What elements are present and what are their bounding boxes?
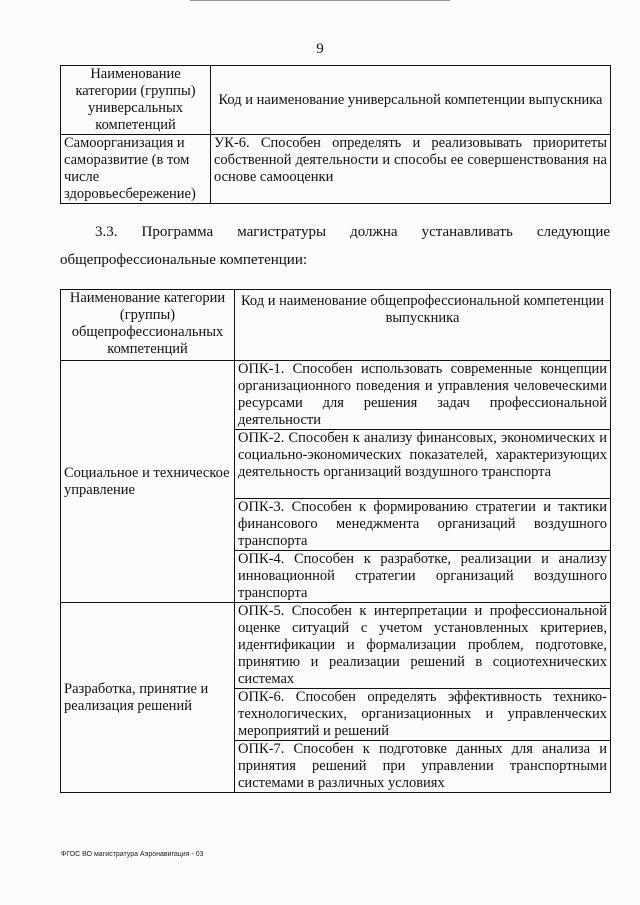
universal-competencies-table — [60, 65, 611, 204]
competence-cell: УК-6. Способен определять и реализовывать приоритеты собственной деятельности и способы ее совершенствования на основе самооценки — [211, 135, 611, 204]
table-row — [61, 135, 611, 204]
competence-cell: ОПК-1. Способен использовать современные концепции организационного поведения и управления человеческими ресурсами для решения задач профессиональной деятельности — [235, 361, 611, 430]
scan-edge-line — [190, 0, 450, 1]
table-header-row — [61, 290, 611, 361]
table-header-row — [61, 66, 611, 135]
general-professional-competencies-table — [60, 289, 611, 793]
header-category-cell: Наименование категории (группы) универсальных компетенций — [61, 66, 211, 135]
header-category-cell: Наименование категории (группы) общепрофессиональных компетенций — [61, 290, 235, 361]
paragraph-line-1: 3.3. Программа магистратуры должна устанавливать следующие — [95, 224, 610, 240]
paragraph-line-2: общепрофессиональные компетенции: — [60, 252, 308, 268]
page-number: 9 — [316, 41, 324, 57]
footer-text: ФГОС ВО магистратура Аэронавигация - 03 — [61, 851, 204, 858]
competence-cell: ОПК-2. Способен к анализу финансовых, экономических и социально-экономических показателей, характеризующих деятельность организаций воздушного транспорта — [235, 430, 611, 499]
competence-cell: ОПК-7. Способен к подготовке данных для анализа и принятия решений при управлении транспортными системами в различных условиях — [235, 741, 611, 793]
competence-cell: ОПК-3. Способен к формированию стратегии и тактики финансового менеджмента организаций воздушного транспорта — [235, 499, 611, 551]
header-competence-cell: Код и наименование универсальной компетенции выпускника — [211, 66, 611, 135]
competence-cell: ОПК-6. Способен определять эффективность технико-технологических, организационных и управленческих мероприятий и решений — [235, 689, 611, 741]
category-cell: Социальное и техническое управление — [61, 361, 235, 603]
table-row — [61, 603, 611, 689]
table-row — [61, 361, 611, 430]
competence-cell: ОПК-5. Способен к интерпретации и профессиональной оценке ситуаций с учетом установленных критериев, идентификации и формализации проблем, подготовке, принятию и реализации решений в социотехнических системах — [235, 603, 611, 689]
header-competence-cell: Код и наименование общепрофессиональной компетенции выпускника — [235, 290, 611, 361]
competence-cell: ОПК-4. Способен к разработке, реализации и анализу инновационной стратегии организаций воздушного транспорта — [235, 551, 611, 603]
category-cell: Разработка, принятие и реализация решений — [61, 603, 235, 793]
category-cell: Самоорганизация и саморазвитие (в том числе здоровьесбережение) — [61, 135, 211, 204]
